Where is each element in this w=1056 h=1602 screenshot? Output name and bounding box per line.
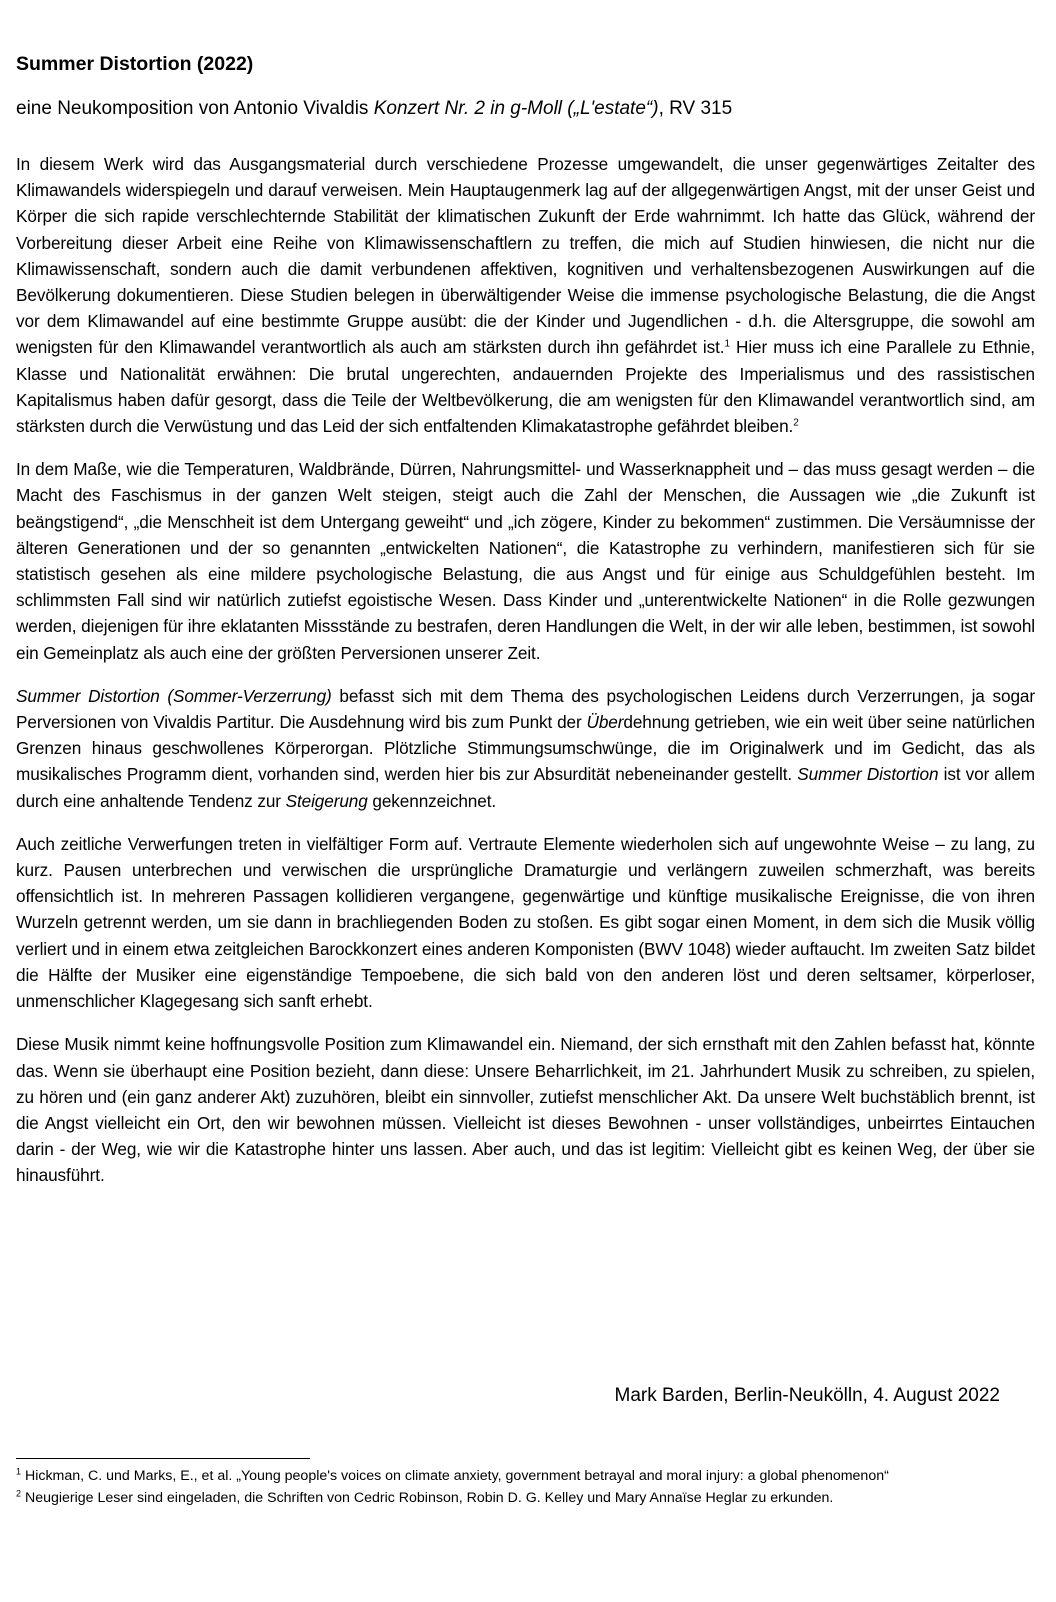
subtitle-suffix: , RV 315	[658, 98, 733, 119]
paragraph-1	[16, 151, 1035, 439]
footnote-1	[16, 1466, 1026, 1488]
paragraph-3-text-d: gekennzeichnet.	[367, 790, 497, 811]
footnote-ref-2: 2	[793, 417, 799, 429]
footnote-2-text: Neugierige Leser sind eingeladen, die Schriften von Cedric Robinson, Robin D. G. Kelley und Mary Annaïse Heglar zu erkunden.	[21, 1489, 834, 1506]
paragraph-3-italic-1: Summer Distortion (Sommer-Verzerrung)	[16, 685, 332, 706]
document-body	[16, 151, 1035, 1206]
paragraph-3-italic-3: Summer Distortion	[797, 764, 939, 785]
subtitle-prefix: eine Neukomposition von Antonio Vivaldis	[16, 98, 374, 119]
paragraph-4: Auch zeitliche Verwerfungen treten in vielfältiger Form auf. Vertraute Elemente wiederholen sich auf ungewohnte Weise – zu lang, zu kurz. Pausen unterbrechen und verwischen die ursprüngliche Dramaturgie und verlängern zuweilen schmerzhaft, was bereits offensichtlich ist. In mehreren Passagen kollidieren vergangene, gegenwärtige und künftige musikalische Ereignisse, die von ihren Wurzeln getrennt werden, um sie dann in brachliegenden Boden zu stoßen. Es gibt sogar einen Moment, in dem sich die Musik völlig verliert und in einem etwa zeitgleichen Barockkonzert eines anderen Komponisten (BWV 1048) wieder auftaucht. Im zweiten Satz bildet die Hälfte der Musiker eine eigenständige Tempoebene, die sich bald von den anderen löst und deren seltsamer, körperloser, unmenschlicher Klagegesang sich sanft erhebt.	[16, 833, 1035, 1012]
footnote-1-text: Hickman, C. und Marks, E., et al. „Young people's voices on climate anxiety, government betrayal and moral injury: a global phenomenon“	[21, 1468, 889, 1484]
footnotes	[16, 1466, 1026, 1509]
paragraph-3-text-a: befasst sich mit dem Thema des psychologischen Leidens durch Verzerrungen, ja sogar Perversionen von Vivaldis Partitur. Die Ausdehnung wird bis zum Punkt der	[16, 685, 1035, 733]
document-title: Summer Distortion (2022)	[16, 53, 254, 75]
document-subtitle	[16, 97, 732, 121]
paragraph-3-italic-4: Steigerung	[285, 790, 368, 811]
paragraph-2: In dem Maße, wie die Temperaturen, Waldbrände, Dürren, Nahrungsmittel- und Wasserknappheit und – das muss gesagt werden – die Macht des Faschismus in der ganzen Welt steigen, steigt auch die Zahl der Menschen, die Aussagen wie „die Zukunft ist beängstigend“, „die Menschheit ist dem Untergang geweiht“ und „ich zögere, Kinder zu bekommen“ zustimmen. Die Versäumnisse der älteren Generationen und der so genannten „entwickelten Nationen“, die Katastrophe zu verhindern, manifestieren sich für sie statistisch gesehen als eine mildere psychologische Belastung, die aus Angst und für einige aus Schuldgefühlen besteht. Im schlimmsten Fall sind wir natürlich zutiefst egoistische Wesen. Dass Kinder und „unterentwickelte Nationen“ in die Rolle gezwungen werden, diejenigen für ihre eklatanten Missstände zu bestrafen, deren Handlungen die Welt, in der wir alle leben, bestimmen, ist sowohl ein Gemeinplatz als auch eine der größten Perversionen unserer Zeit.	[16, 459, 1035, 663]
author-signature: Mark Barden, Berlin-Neukölln, 4. August 2022	[614, 1385, 1000, 1406]
footnote-ref-1: 1	[724, 338, 730, 350]
footnote-2-mark: 2	[16, 1487, 22, 1498]
footnote-1-mark: 1	[16, 1466, 22, 1477]
paragraph-3-italic-2: Über	[586, 712, 624, 733]
footnote-2	[16, 1488, 1026, 1510]
paragraph-1-text-b: Hier muss ich eine Parallele zu Ethnie, Klasse und Nationalität erwähnen: Die brutal ungerechten, andauernden Projekte des Imperialismus und des rassistischen Kapitalismus haben dafür gesorgt, dass die Teile der Weltbevölkerung, die am wenigsten für den Klimawandel verantwortlich sind, am stärksten durch die Verwüstung und das Leid der sich entfaltenden Klimakatastrophe gefährdet bleiben.	[16, 337, 1035, 437]
subtitle-work-title: Konzert Nr. 2 in g-Moll („L'estate“)	[373, 98, 659, 119]
paragraph-3-text-c: ist vor allem durch eine anhaltende Tendenz zur	[16, 764, 1036, 811]
footnote-separator	[16, 1458, 310, 1459]
paragraph-3	[16, 683, 1035, 814]
paragraph-5: Diese Musik nimmt keine hoffnungsvolle Position zum Klimawandel ein. Niemand, der sich ernsthaft mit den Zahlen befasst hat, könnte das. Wenn sie überhaupt eine Position bezieht, dann diese: Unsere Beharrlichkeit, im 21. Jahrhundert Musik zu schreiben, zu spielen, zu hören und (ein ganz anderer Akt) zuzuhören, bleibt ein sinnvoller, zutiefst menschlicher Akt. Da unsere Welt buchstäblich brennt, ist die Angst vielleicht ein Ort, den wir bewohnen müssen. Vielleicht ist dieses Bewohnen - unser vollständiges, unbeirrtes Eintauchen darin - der Weg, wie wir die Katastrophe hinter uns lassen. Aber auch, und das ist legitim: Vielleicht gibt es keinen Weg, der über sie hinausführt.	[16, 1034, 1035, 1186]
paragraph-1-text-a: In diesem Werk wird das Ausgangsmaterial durch verschiedene Prozesse umgewandelt, die unser gegenwärtiges Zeitalter des Klimawandels widerspiegeln und darauf verweisen. Mein Hauptaugenmerk lag auf der allgegenwärtigen Angst, mit der unser Geist und Körper die sich rapide verschlechternde Stabilität der klimatischen Zukunft der Erde wahrnimmt. Ich hatte das Glück, während der Vorbereitung dieser Arbeit eine Reihe von Klimawissenschaftlern zu treffen, die mich auf Studien hinwiesen, die nicht nur die Klimawissenschaft, sondern auch die damit verbundenen affektiven, kognitiven und verhaltensbezogenen Auswirkungen auf die Bevölkerung dokumentieren. Diese Studien belegen in überwältigender Weise die immense psychologische Belastung, die die Angst vor dem Klimawandel auf eine bestimmte Gruppe ausübt: die der Kinder und Jugendlichen - d.h. die Altersgruppe, die sowohl am wenigsten für den Klimawandel verantwortlich als auch am stärksten durch ihn gefährdet ist.	[16, 154, 1035, 358]
paragraph-3-text-b: dehnung getrieben, wie ein weit über seine natürlichen Grenzen hinaus geschwollenes Körperorgan. Plötzliche Stimmungsumschwünge, die im Originalwerk und im Gedicht, das als musikalisches Programm dient, vorhanden sind, werden hier bis zur Absurdität nebeneinander gestellt.	[16, 712, 1035, 785]
